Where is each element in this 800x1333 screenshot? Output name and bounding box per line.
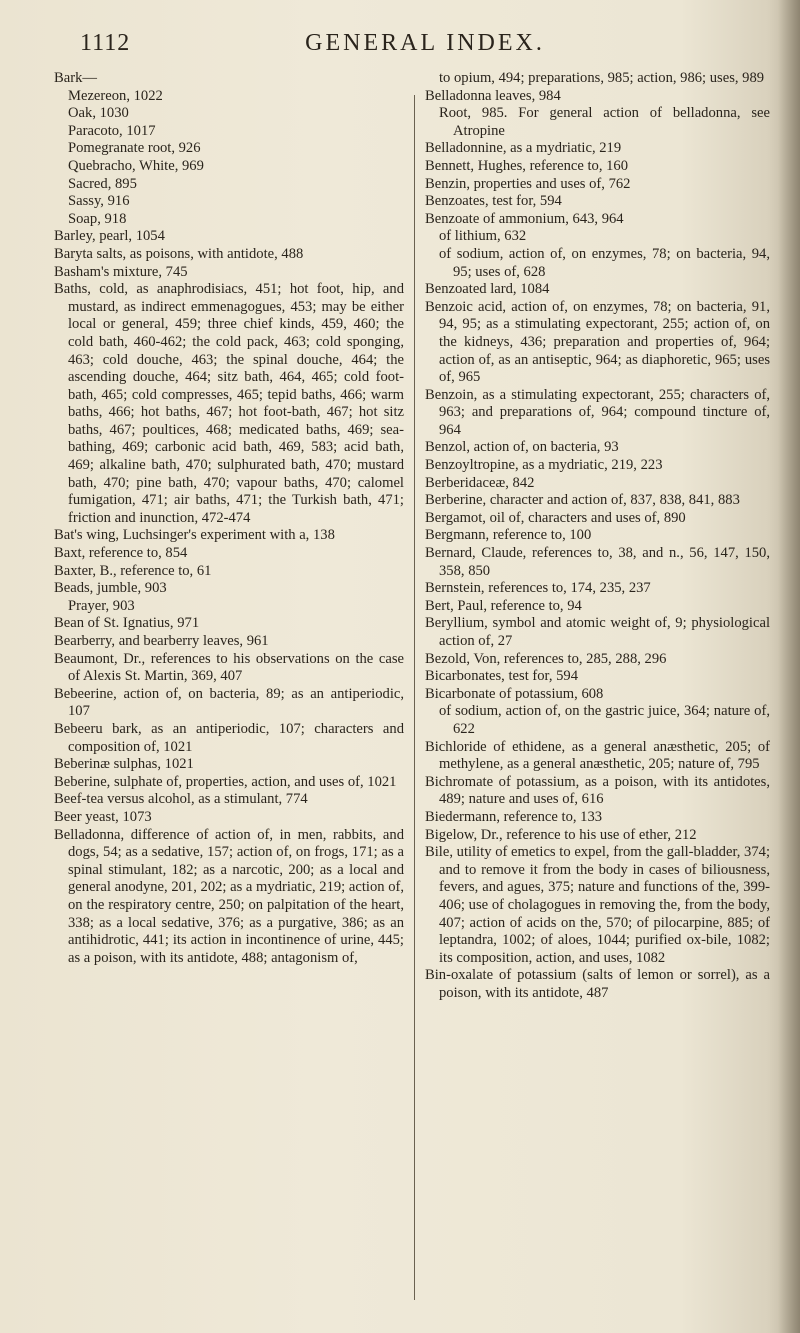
index-subentry: Mezereon, 1022 [68, 87, 163, 104]
index-entry: Bearberry, and bearberry leaves, 961 [54, 633, 269, 649]
index-entry: Bicarbonates, test for, 594 [425, 668, 579, 685]
index-entry: Belladonna leaves, 984 [425, 87, 561, 104]
index-subentry: Sacred, 895 [68, 175, 137, 192]
index-entry: Basham's mixture, 745 [54, 263, 188, 280]
index-subentry: Quebracho, White, 969 [68, 157, 204, 174]
index-entry: Bernstein, references to, 174, 235, 237 [425, 580, 651, 597]
index-entry: Bat's wing, Luchsinger's experiment with a, 138 [54, 527, 335, 544]
column-divider [414, 95, 415, 1300]
index-entry: Beads, jumble, 903 [54, 580, 167, 597]
index-entry: Bergmann, reference to, 100 [425, 527, 592, 544]
index-subentry: Prayer, 903 [68, 597, 135, 614]
page-header [80, 30, 770, 70]
index-entry: Benzoyltropine, as a mydriatic, 219, 223 [425, 457, 663, 474]
index-entry: Beef-tea versus alcohol, as a stimulant, 774 [54, 791, 308, 808]
running-head: GENERAL INDEX. [305, 30, 545, 56]
index-subentry: of sodium, action of, on enzymes, 78; on bacteria, 94, 95; uses of, 628 [439, 245, 770, 280]
index-subentry: to opium, 494; preparations, 985; action, 986; uses, 989 [439, 70, 765, 86]
index-subentry: Paracoto, 1017 [68, 122, 156, 139]
index-entry: Benzoated lard, 1084 [425, 281, 550, 298]
index-entry: Baths, cold, as anaphrodisiacs, 451; hot foot, hip, and mustard, as indirect emmenagogues, 453; may be either local or general, 459; three chief kinds, 459, 460; the cold bath, 460-462; the cold pack, 463; cold sponging, 463; cold douche, 463; the spinal douche, 464; the ascending douche, 464; sitz bath, 464, 465; cold foot-bath, 465; cold compresses, 465; tepid baths, 466; warm baths, 466; hot baths, 467; hot foot-bath, 467; hot sitz baths, 467; poultices, 468; medicated baths, 469; sea-bathing, 469; carbonic acid bath, 469, 583; acid bath, 469; alkaline bath, 470; sulphurated bath, 470; mustard bath, 470; pine bath, 470; vapour baths, 470; calomel fumigation, 471; air baths, 471; the Turkish bath, 471; friction and inunction, 472-474 [54, 281, 404, 526]
index-entry: Beaumont, Dr., references to his observations on the case of Alexis St. Martin, 369, 407 [54, 650, 404, 685]
page-edge-shadow [778, 0, 800, 1333]
page-number: 1112 [80, 30, 131, 56]
index-subentry: Root, 985. For general action of belladonna, see Atropine [439, 105, 770, 139]
index-entry: Barley, pearl, 1054 [54, 228, 165, 245]
index-entry: Baxt, reference to, 854 [54, 545, 188, 562]
index-subentry: Sassy, 916 [68, 193, 130, 210]
index-entry: Bin-oxalate of potassium (salts of lemon or sorrel), as a poison, with its antidote, 487 [425, 967, 770, 1001]
index-entry: Baxter, B., reference to, 61 [54, 562, 212, 579]
index-entry: Bergamot, oil of, characters and uses of, 890 [425, 509, 686, 526]
index-entry: Berberine, character and action of, 837, 838, 841, 883 [425, 492, 740, 509]
index-entry: Belladonna, difference of action of, in men, rabbits, and dogs, 54; as a sedative, 157; action of, on frogs, 171; as a spinal stimulant, 182; as a narcotic, 200; as a local and general anodyne, 201, 202; as a mydriatic, 219; action of, on the respiratory centre, 250; on palpitation of the heart, 338; as a local sedative, 376; as a purgative, 386; as an antihidrotic, 441; its action in incontinence of urine, 445; as a poison, with its antidote, 488; antagonism of, [54, 826, 404, 966]
index-entry: Bebeerine, action of, on bacteria, 89; as an antiperiodic, 107 [54, 685, 404, 720]
index-subentry: of lithium, 632 [439, 228, 527, 245]
index-entry: Berberidaceæ, 842 [425, 474, 535, 491]
index-subentry: Soap, 918 [68, 210, 127, 227]
index-entry: Bert, Paul, reference to, 94 [425, 597, 582, 614]
index-entry: Benzoic acid, action of, on enzymes, 78; on bacteria, 91, 94, 95; as a stimulating expectorant, 255; action of, on the kidneys, 436; preparation and properties of, 964; action of, as an antiseptic, 964; as diaphoretic, 965; uses of, 965 [425, 298, 770, 386]
index-entry: Bark— [54, 70, 97, 86]
index-entry: Bile, utility of emetics to expel, from the gall-bladder, 374; and to remove it from the body in cases of biliousness, fevers, and agues, 375; nature and functions of the, 399-406; use of cholagogues in removing the, from the body, 407; action of acids on the, 570; of pilocarpine, 885; of leptandra, 1002; of aloes, 1044; purified ox-bile, 1082; its composition, action, and uses, 1082 [425, 844, 770, 966]
index-entry: Bernard, Claude, references to, 38, and n., 56, 147, 150, 358, 850 [425, 545, 770, 579]
index-entry: Bichromate of potassium, as a poison, with its antidotes, 489; nature and uses of, 616 [425, 773, 770, 808]
index-entry: Bichloride of ethidene, as a general anæsthetic, 205; of methylene, as a general anæsthetic, 205; nature of, 795 [425, 738, 770, 773]
index-entry: Benzoates, test for, 594 [425, 193, 562, 210]
index-entry: Bicarbonate of potassium, 608 [425, 685, 604, 702]
index-entry: Benzol, action of, on bacteria, 93 [425, 439, 619, 456]
index-entry: Bennett, Hughes, reference to, 160 [425, 157, 629, 174]
index-entry: Bezold, Von, references to, 285, 288, 296 [425, 650, 667, 667]
index-subentry: Pomegranate root, 926 [68, 140, 201, 157]
index-entry: Benzoate of ammonium, 643, 964 [425, 210, 624, 227]
index-column-right [425, 70, 770, 1002]
index-entry: Benzin, properties and uses of, 762 [425, 175, 631, 192]
index-entry: Bigelow, Dr., reference to his use of ether, 212 [425, 826, 697, 843]
index-entry: Benzoin, as a stimulating expectorant, 255; characters of, 963; and preparations of, 964; compound tincture of, 964 [425, 386, 770, 438]
index-entry: Belladonnine, as a mydriatic, 219 [425, 140, 622, 157]
index-column-left [54, 70, 404, 967]
index-entry: Beer yeast, 1073 [54, 808, 152, 825]
index-entry: Bebeeru bark, as an antiperiodic, 107; characters and composition of, 1021 [54, 720, 404, 755]
index-entry: Beryllium, symbol and atomic weight of, 9; physiological action of, 27 [425, 615, 770, 649]
index-entry: Baryta salts, as poisons, with antidote, 488 [54, 245, 304, 262]
index-entry: Beberine, sulphate of, properties, action, and uses of, 1021 [54, 773, 397, 790]
index-entry: Beberinæ sulphas, 1021 [54, 756, 194, 773]
index-subentry: Oak, 1030 [68, 105, 129, 122]
index-entry: Bean of St. Ignatius, 971 [54, 615, 200, 632]
index-subentry: of sodium, action of, on the gastric juice, 364; nature of, 622 [439, 703, 770, 737]
index-entry: Biedermann, reference to, 133 [425, 808, 603, 825]
